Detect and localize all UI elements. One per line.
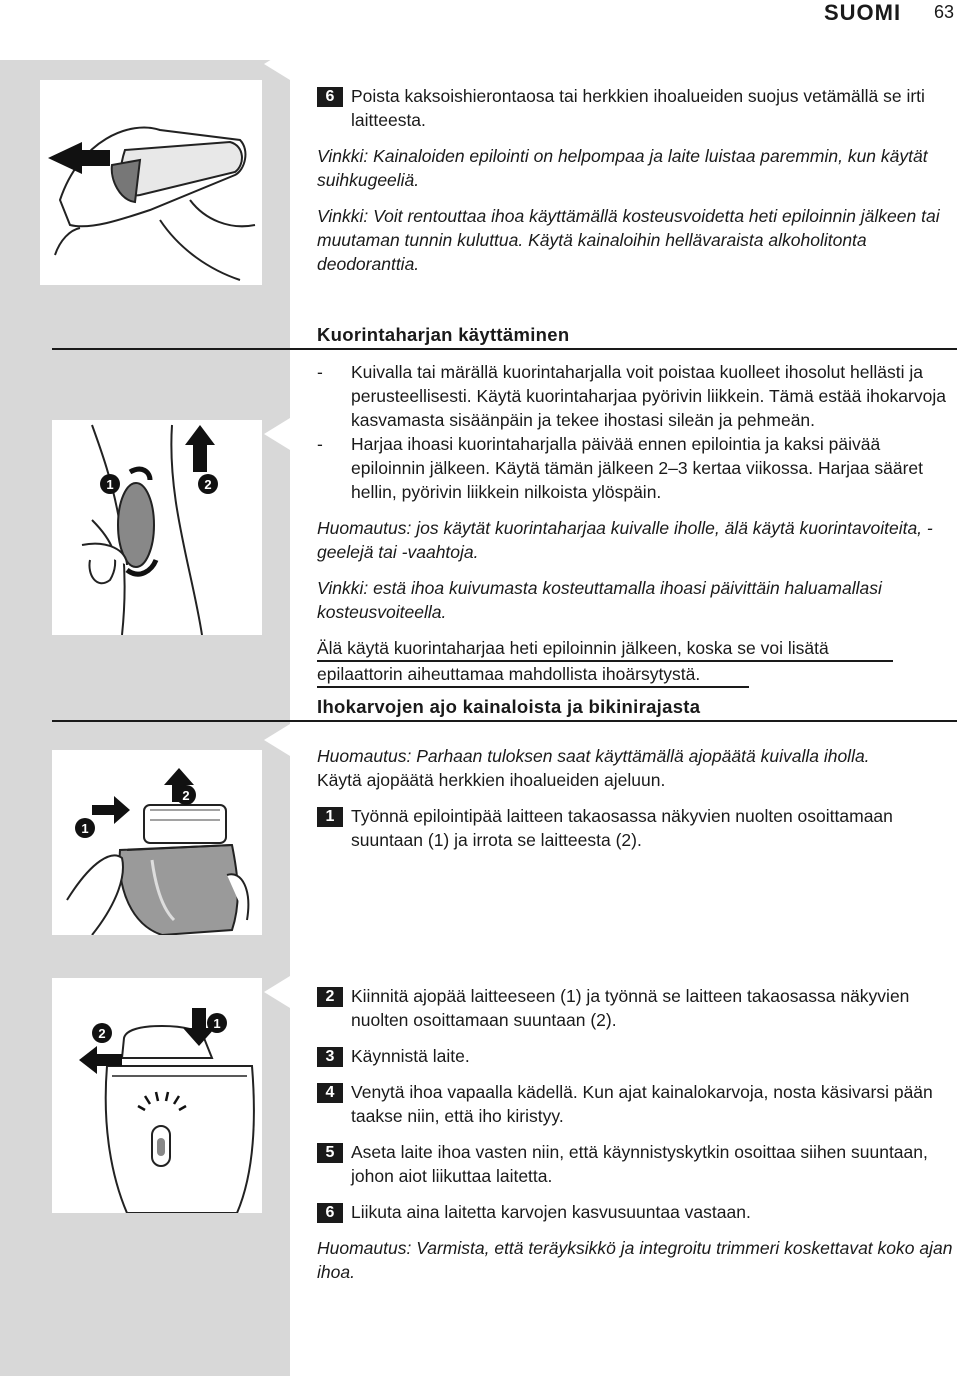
bullet-text: Kuivalla tai märällä kuorintaharjalla voit poistaa kuolleet ihosolut hellästi ja perusteellisesti. Käytä kuorintaharjaa pyörivin liikkein. Tämä estää ihokarvoja kasvamasta sisäänpäin ja tekee ihostasi sileän ja pehmeän. [351,362,946,430]
note-text: Huomautus: Parhaan tuloksen saat käyttämällä ajopäätä kuivalla iholla. [317,746,870,766]
step-item [317,1200,957,1224]
section-heading: Ihokarvojen ajo kainaloista ja bikinirajasta [317,696,701,717]
bullet-text: Harjaa ihoasi kuorintaharjalla päivää ennen epilointia ja kaksi päivää epiloinnin jälkeen. Käytä tämän jälkeen 2–3 kertaa viikossa. Harjaa sääret hellin, pyörivin liikkein nilkoista ylöspäin. [351,434,923,502]
section-divider [52,348,957,350]
section-heading: Kuorintaharjan käyttäminen [317,324,570,345]
figure-pointer [264,724,290,756]
note-text: Huomautus: Varmista, että teräyksikkö ja integroitu trimmeri koskettavat koko ajan ihoa. [317,1238,953,1282]
step-marker-label: 2 [182,788,190,803]
figure-pointer [264,976,290,1008]
step-item [317,84,957,132]
tip-text: Vinkki: Kainaloiden epilointi on helpompaa ja laite luistaa paremmin, kun käytät suihkugeeliä. [317,146,928,190]
step-number-badge: 2 [317,987,343,1007]
bullet-marker: - [317,434,323,454]
rotate-arrow-icon [130,469,150,480]
figure-remove-epilating-head [52,750,262,935]
figure-attach-shaving-head [52,978,262,1213]
step-marker-label: 1 [81,821,89,836]
figure-remove-attachment [40,80,262,285]
step-item [317,1044,957,1068]
step-number-badge: 3 [317,1047,343,1067]
right-arrow-icon [92,796,130,824]
step-item [317,984,957,1032]
figure-pointer [264,418,290,450]
bullet-item [317,360,957,432]
step-text: Käynnistä laite. [351,1046,470,1066]
step-number-badge: 1 [317,807,343,827]
section-divider [52,720,957,722]
step-text: Poista kaksoishierontaosa tai herkkien ihoalueiden suojus vetämällä se irti laitteesta. [351,86,925,130]
step-marker-label: 2 [98,1026,106,1041]
up-arrow-icon [185,425,215,472]
warning-line: epilaattorin aiheuttamaa mahdollista ihoärsytystä. [317,662,749,688]
shaving-head-illustration [52,978,262,1213]
step-text: Venytä ihoa vapaalla kädellä. Kun ajat kainalokarvoja, nosta käsivarsi pään taakse niin, että iho kiristyy. [351,1082,933,1126]
note-text: Huomautus: jos käytät kuorintaharjaa kuivalle iholle, älä käytä kuorintavoiteita, -geelejä tai -vaahtoja. [317,518,933,562]
warning-text [317,636,893,688]
step-number-badge: 6 [317,1203,343,1223]
step-item [317,804,957,852]
bullet-marker: - [317,362,323,382]
epilating-head-illustration [52,750,262,935]
brush-on-leg-illustration [52,420,262,635]
step-marker-label: 1 [106,477,114,492]
header-language: SUOMI [824,0,902,25]
step-item [317,1140,957,1188]
warning-line: Älä käytä kuorintaharjaa heti epiloinnin jälkeen, koska se voi lisätä [317,636,893,662]
step-number-badge: 4 [317,1083,343,1103]
step-marker-label: 2 [204,477,212,492]
note-text: Käytä ajopäätä herkkien ihoalueiden ajeluun. [317,770,666,790]
tip-text: Vinkki: estä ihoa kuivumasta kosteuttamalla ihoasi päivittäin haluamallasi kosteusvoiteella. [317,578,882,622]
epilator-hand-illustration [40,80,262,285]
step-text: Kiinnitä ajopää laitteeseen (1) ja työnnä se laitteen takaosassa näkyvien nuolten osoittamaan suuntaan (2). [351,986,910,1030]
step-marker-label: 1 [213,1016,221,1031]
bullet-item [317,432,957,504]
figure-exfoliation-brush [52,420,262,635]
step-text: Työnnä epilointipää laitteen takaosassa näkyvien nuolten osoittamaan suuntaan (1) ja irrota se laitteesta (2). [351,806,893,850]
note-block [317,744,957,792]
tip-text: Vinkki: Voit rentouttaa ihoa käyttämällä kosteusvoidetta heti epiloinnin jälkeen tai muutaman tunnin kuluttua. Käytä kainaloihin hellävaraista alkoholitonta deodoranttia. [317,206,940,274]
figure-pointer [264,48,290,80]
step-number-badge: 6 [317,87,343,107]
page-number: 63 [934,2,955,22]
step-text: Liikuta aina laitetta karvojen kasvusuuntaa vastaan. [351,1202,751,1222]
step-item [317,1080,957,1128]
step-number-badge: 5 [317,1143,343,1163]
step-text: Aseta laite ihoa vasten niin, että käynnistyskytkin osoittaa siihen suuntaan, johon aiot liikuttaa laitetta. [351,1142,928,1186]
